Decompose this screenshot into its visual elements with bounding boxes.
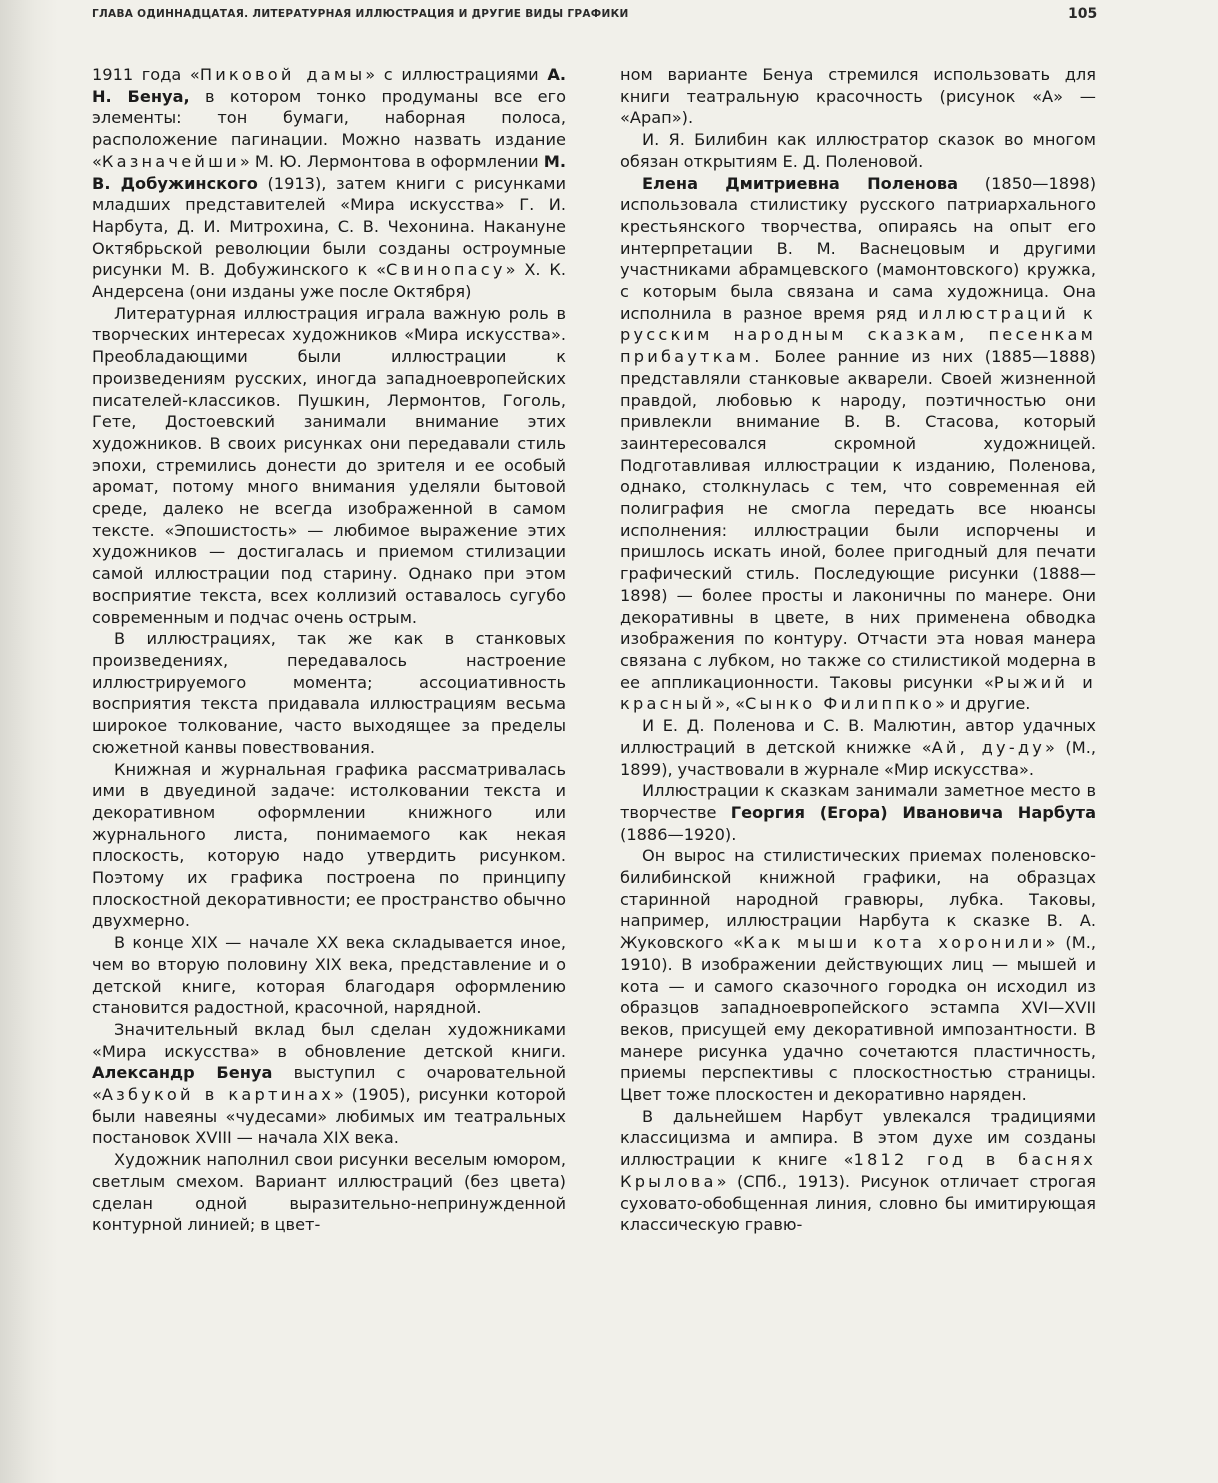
paragraph-right-1: ном варианте Бенуа стремился использовать для книги театральную красочность (рисунок «А» — «Арап»). — [620, 65, 1096, 128]
right-column — [620, 64, 1096, 1236]
paragraph-left-1: 1911 года «Пиковой дамы» с иллюстрациями А. Н. Бенуа, в котором тонко продуманы все его элементы: тон бумаги, наборная полоса, расположение пагинации. Можно назвать издание «Казначейши» М. Ю. Лермонтова в оформлении М. В. Добужинского (1913), затем книги с рисунками младших представителей «Мира искусства» Г. И. Нарбута, Д. И. Митрохина, С. В. Чехонина. Накануне Октябрьской революции были созданы остроумные рисунки М. В. Добужинского к «Свинопасу» Х. К. Андерсена (они изданы уже после Октября) — [92, 65, 566, 302]
paragraph-left-4: Книжная и журнальная графика рассматривалась ими в двуединой задаче: истолковании текста и декоративном оформлении книжного или журнального листа, понимаемого как некая плоскость, которую надо утвердить рисунком. Поэтому их графика построена по принципу плоскостной декоративности; ее пространство обычно двухмерно. — [92, 759, 566, 931]
paragraph-right-6: Он вырос на стилистических приемах поленовско-билибинской книжной графики, на образцах старинной народной гравюры, лубка. Таковы, например, иллюстрации Нарбута к сказке В. А. Жуковского «Как мыши кота хоронили» (М., 1910). В изображении действующих лиц — мышей и кота — и самого сказочного городка он исходил из образцов западноевропейского эстампа XVI—XVII веков, присущей ему декоративной импозантности. В манере рисунка удачно сочетаются пластичность, приемы перспективы с плоскостностью страницы. Цвет тоже плоскостен и декоративно наряден. — [620, 846, 1096, 1105]
paragraph-right-7: В дальнейшем Нарбут увлекался традициями классицизма и ампира. В этом духе им созданы иллюстрации к книге «1812 год в баснях Крылова» (СПб., 1913). Рисунок отличает строгая суховато-обобщенная линия, словно бы имитирующая классическую гравю- — [620, 1106, 1096, 1235]
running-head: ГЛАВА ОДИННАДЦАТАЯ. ЛИТЕРАТУРНАЯ ИЛЛЮСТРАЦИЯ И ДРУГИЕ ВИДЫ ГРАФИКИ — [92, 8, 629, 20]
left-column — [92, 64, 566, 1236]
paragraph-right-3: Елена Дмитриевна Поленова (1850—1898) использовала стилистику русского патриархального крестьянского творчества, опираясь на опыт его интерпретации В. М. Васнецовым и другими участниками абрамцевского (мамонтовского) кружка, с которым была связана и сама художница. Она исполнила в разное время ряд иллюстраций к русским народным сказкам, песенкам прибауткам. Более ранние из них (1885—1888) представляли станковые акварели. Своей жизненной правдой, любовью к народу, поэтичностью они привлекли внимание В. В. Стасова, который заинтересовался скромной художницей. Подготавливая иллюстрации к изданию, Поленова, однако, столкнулась с тем, что современная ей полиграфия не смогла передать все нюансы исполнения: иллюстрации были испорчены и пришлось искать иной, более пригодный для печати графический стиль. Последующие рисунки (1888—1898) — более просты и лаконичны по манере. Они декоративны в цвете, в них применена обводка изображения по контуру. Отчасти эта новая манера связана с лубком, но также со стилистикой модерна в ее аппликационности. Таковы рисунки «Рыжий и красный», «Сынко Филиппко» и другие. — [620, 173, 1097, 714]
paragraph-left-6: Значительный вклад был сделан художниками «Мира искусства» в обновление детской книги. Александр Бенуа выступил с очаровательной «Азбукой в картинах» (1905), рисунки которой были навеяны «чудесами» любимых им театральных постановок XVIII — начала XIX века. — [92, 1019, 566, 1148]
paragraph-left-2: Литературная иллюстрация играла важную роль в творческих интересах художников «Мира искусства». Преобладающими были иллюстрации к произведениям русских, иногда западноевропейских писателей-классиков. Пушкин, Лермонтов, Гоголь, Гете, Достоевский занимали внимание этих художников. В своих рисунках они передавали стиль эпохи, стремились донести до зрителя и ее особый аромат, потому много внимания уделяли бытовой среде, далеко не всегда изображенной в самом тексте. «Эпошистость» — любимое выражение этих художников — достигалась и приемом стилизации самой иллюстрации под старину. Однако при этом восприятие текста, всех коллизий оставалось сугубо современным и подчас очень острым. — [92, 303, 566, 627]
paragraph-right-2: И. Я. Билибин как иллюстратор сказок во многом обязан открытиям Е. Д. Поленовой. — [620, 130, 1096, 171]
page-gutter-shadow — [0, 0, 58, 1483]
page-number: 105 — [1068, 6, 1098, 22]
paragraph-left-5: В конце XIX — начале XX века складывается иное, чем во вторую половину XIX века, представление и о детской книге, которая благодаря оформлению становится радостной, красочной, нарядной. — [92, 933, 566, 1018]
paragraph-left-3: В иллюстрациях, так же как в станковых произведениях, передавалось настроение иллюстрируемого момента; ассоциативность восприятия текста придавала иллюстрациям весьма широкое толкование, часто выходящее за пределы сюжетной канвы повествования. — [92, 629, 566, 757]
paragraph-left-7: Художник наполнил свои рисунки веселым юмором, светлым смехом. Вариант иллюстраций (без цвета) сделан одной выразительно-непринужденной контурной линией; в цвет- — [92, 1150, 566, 1235]
paragraph-right-4: И Е. Д. Поленова и С. В. Малютин, автор удачных иллюстраций в детской книжке «Ай, ду-ду» (М., 1899), участвовали в журнале «Мир искусства». — [620, 716, 1096, 779]
paragraph-right-5: Иллюстрации к сказкам занимали заметное место в творчестве Георгия (Егора) Ивановича Нарбута (1886—1920). — [620, 781, 1096, 844]
